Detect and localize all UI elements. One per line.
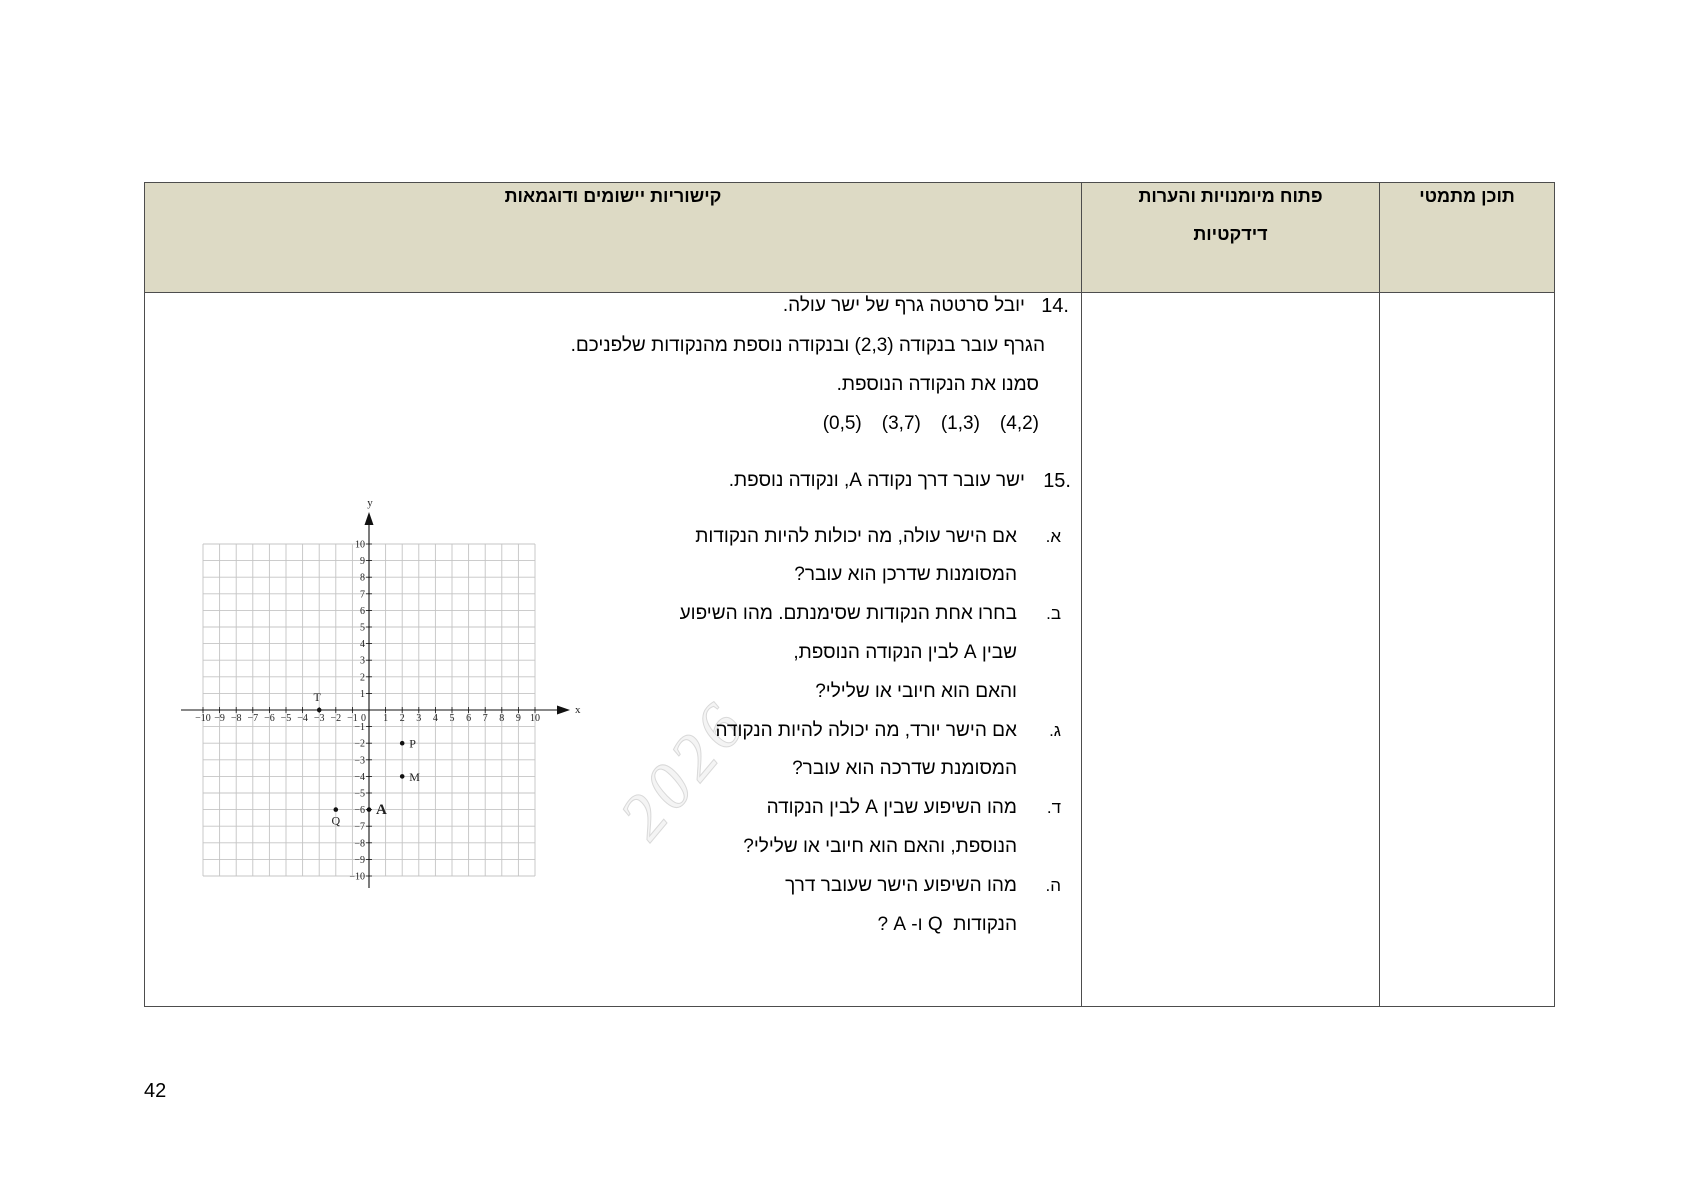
origin-label: 0 <box>361 713 366 724</box>
point-T <box>317 708 322 713</box>
y-tick-label: 10 <box>355 539 365 551</box>
point-label-T: T <box>313 690 321 704</box>
sub-question-label: ד. <box>1046 798 1061 817</box>
x-tick-label: −4 <box>297 713 308 724</box>
sub-question-line: מהו השיפוע הישר שעובר דרך <box>785 875 1017 896</box>
body-cell-skills <box>1082 293 1379 1006</box>
x-tick-label: 7 <box>482 713 488 724</box>
sub-question-label: ב. <box>1046 604 1061 623</box>
question-14-number: 14. <box>1041 295 1069 317</box>
x-tick-label: −8 <box>230 713 242 724</box>
point-option: (4,2) <box>999 413 1039 434</box>
y-tick-label: −7 <box>354 821 365 833</box>
y-axis-arrow-icon <box>365 512 374 525</box>
question-15-title: ישר עובר דרך נקודה A, ונקודה נוספת. <box>728 470 1025 491</box>
x-tick-label: 2 <box>399 713 405 724</box>
sub-question-line: אם הישר יורד, מה יכולה להיות הנקודה <box>715 720 1017 741</box>
header-cell-skills <box>1082 183 1379 292</box>
x-tick-label: 8 <box>499 713 505 724</box>
sub-question-line: הנוספת, והאם הוא חיובי או שלילי? <box>743 836 1017 857</box>
sub-question-line: בחרו אחת הנקודות שסימנתם. מהו השיפוע <box>679 603 1017 624</box>
y-tick-label: −4 <box>354 771 365 783</box>
sub-question-label: ג. <box>1049 721 1061 740</box>
header-applications: קישוריות יישומים ודוגמאות <box>504 186 722 206</box>
sub-question-line: מהו השיפוע שבין A לבין הנקודה <box>766 797 1017 818</box>
x-tick-label: −5 <box>280 713 292 724</box>
x-tick-label: 5 <box>449 713 455 724</box>
y-tick-label: −1 <box>354 722 365 734</box>
point-label-P: P <box>409 736 416 751</box>
sub-question-line: אם הישר עולה, מה יכולות להיות הנקודות <box>695 526 1017 547</box>
point-A <box>367 807 372 812</box>
x-tick-label: 9 <box>515 713 521 724</box>
x-tick-label: −2 <box>330 713 342 724</box>
y-tick-label: 9 <box>360 556 365 568</box>
header-skills <box>1082 177 1379 253</box>
question-14-line: סמנו את הנקודה הנוספת. <box>836 374 1039 395</box>
y-tick-label: −5 <box>354 788 365 800</box>
x-axis-label: x <box>575 704 581 716</box>
question-14-point-options <box>823 412 1039 436</box>
body-cell-content <box>1380 293 1554 1006</box>
x-tick-label: −1 <box>347 713 358 724</box>
header-content: תוכן מתמטי <box>1419 186 1515 206</box>
y-tick-label: −8 <box>354 838 365 850</box>
y-tick-label: 6 <box>360 605 365 617</box>
sub-question-line: שבין A לבין הנקודה הנוספת, <box>793 642 1017 663</box>
x-axis-arrow-icon <box>557 706 570 715</box>
sub-question-line: הנקודות Q ו- A ? <box>877 914 1017 935</box>
question-15-number: 15. <box>1043 470 1071 492</box>
question-14-line: הגרף עובר בנקודה (2,3) ובנקודה נוספת מהנקודות שלפניכם. <box>570 335 1045 356</box>
y-axis-label: y <box>367 497 373 509</box>
x-tick-label: 1 <box>383 713 389 724</box>
y-tick-label: 5 <box>360 622 365 634</box>
y-tick-label: −6 <box>354 805 365 817</box>
sub-question-line: המסומנת שדרכה הוא עובר? <box>792 758 1017 779</box>
coordinate-plane-figure <box>170 490 590 900</box>
x-tick-label: 4 <box>432 713 438 724</box>
y-tick-label: 3 <box>360 655 365 667</box>
sub-question-line: המסומנות שדרכן הוא עובר? <box>794 564 1017 585</box>
question-14-line: יובל סרטטה גרף של ישר עולה. <box>782 295 1025 316</box>
y-tick-label: −3 <box>354 755 365 767</box>
x-tick-label: −6 <box>264 713 275 724</box>
point-M <box>400 774 405 779</box>
y-tick-label: −10 <box>349 871 365 883</box>
y-tick-label: 2 <box>360 672 365 684</box>
point-P <box>400 741 405 746</box>
x-tick-label: 3 <box>416 713 422 724</box>
page-number: 42 <box>144 1080 167 1102</box>
x-tick-label: −7 <box>247 713 259 724</box>
sub-question-label: ה. <box>1045 876 1061 895</box>
y-tick-label: 1 <box>360 688 365 700</box>
y-tick-label: −9 <box>354 854 365 866</box>
x-tick-label: −9 <box>214 713 225 724</box>
y-tick-label: 4 <box>360 639 365 651</box>
header-skills-line: דידקטיות <box>1193 224 1268 244</box>
sub-question-line: והאם הוא חיובי או שלילי? <box>815 681 1017 702</box>
watermark: 2026 <box>605 686 762 853</box>
x-tick-label: −3 <box>313 713 325 724</box>
point-option: (1,3) <box>940 413 980 434</box>
x-tick-label: 6 <box>466 713 472 724</box>
point-option: (0,5) <box>822 413 862 434</box>
point-label-Q: Q <box>331 813 341 828</box>
point-Q <box>334 807 339 812</box>
header-cell-content <box>1380 183 1554 292</box>
x-tick-label: 10 <box>530 713 540 724</box>
point-option: (3,7) <box>881 413 921 434</box>
sub-question-label: א. <box>1045 527 1061 546</box>
point-label-M: M <box>409 769 420 784</box>
header-skills-line: פתוח מיומנויות והערות <box>1138 186 1323 206</box>
y-tick-label: −2 <box>354 738 365 750</box>
header-cell-applications <box>145 183 1081 292</box>
y-tick-label: 8 <box>360 572 365 584</box>
x-tick-label: −10 <box>195 713 211 724</box>
point-label-A: A <box>376 802 387 819</box>
y-tick-label: 7 <box>360 589 365 601</box>
